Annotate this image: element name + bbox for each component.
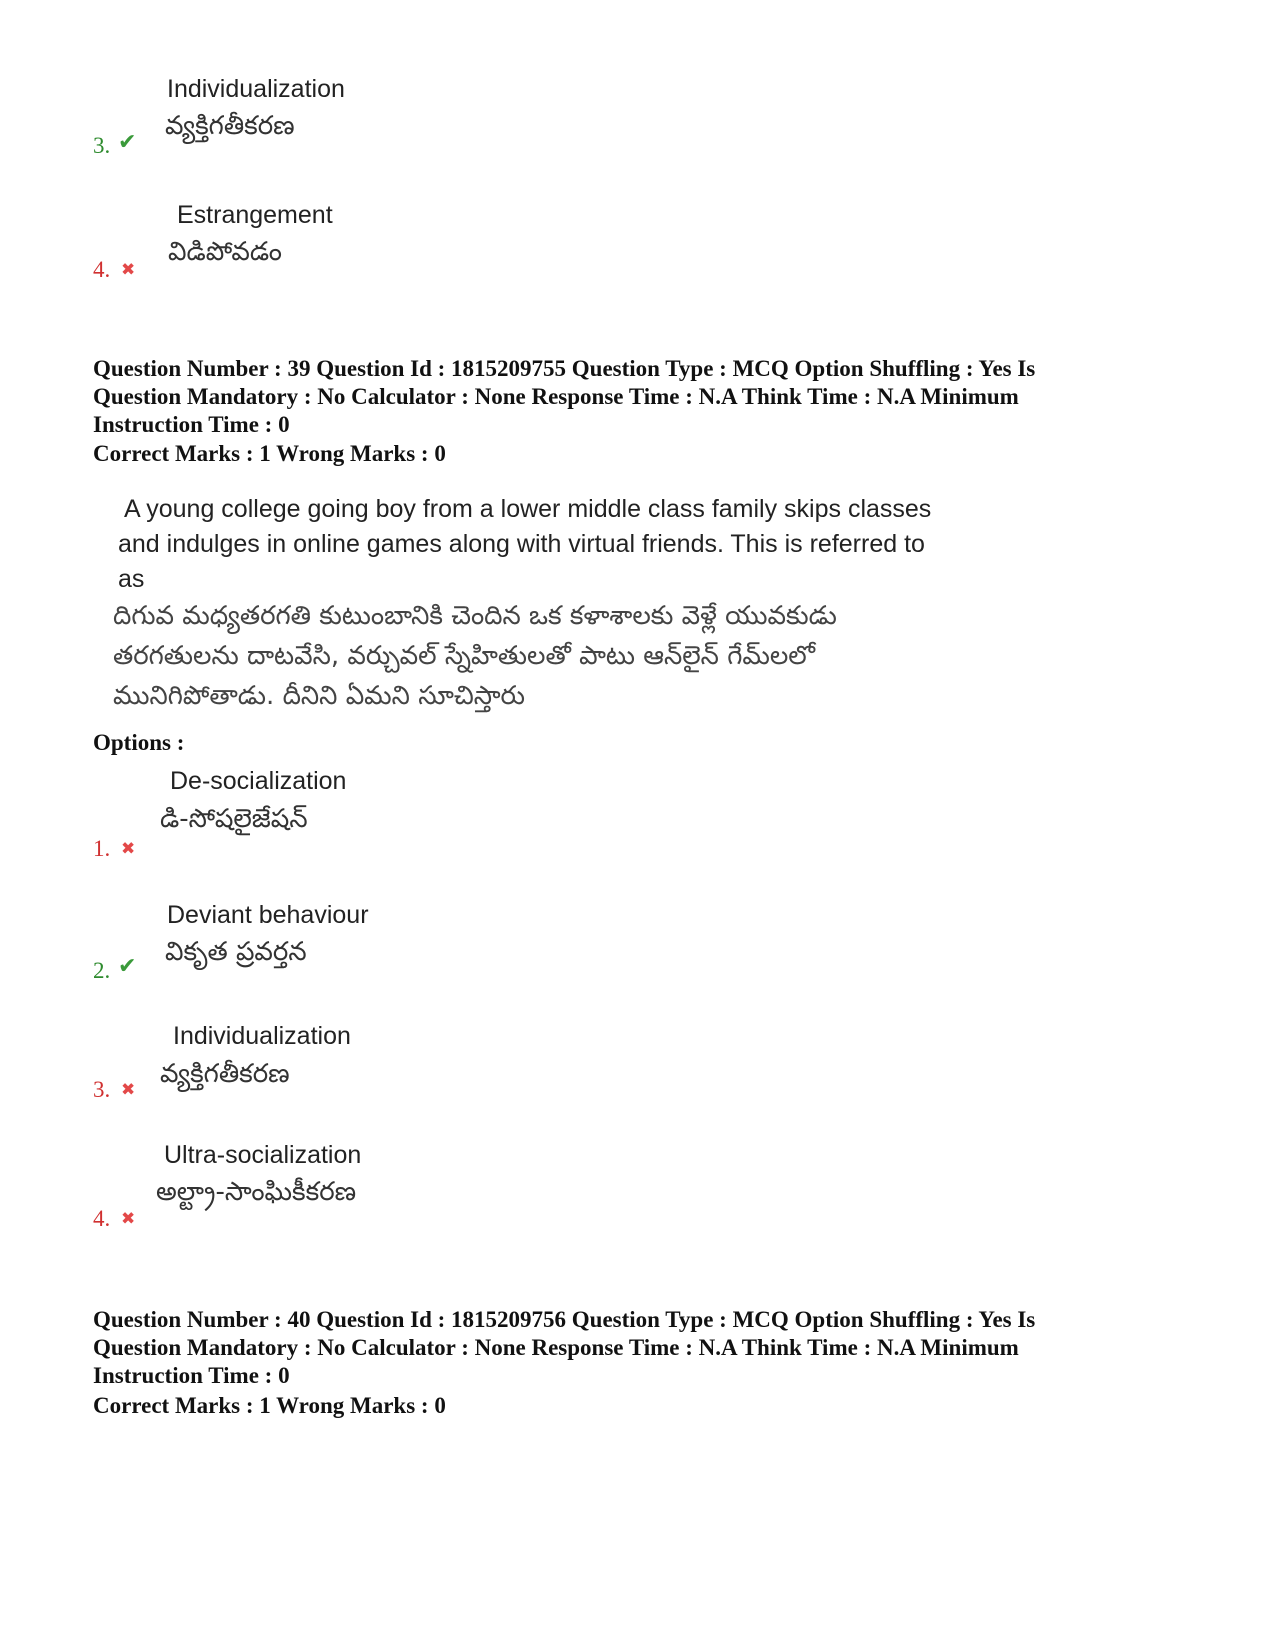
question-39-telugu-line-2: తరగతులను దాటవేసి, వర్చువల్ స్నేహితులతో పాటు ఆన్‌లైన్ గేమ్‌లలో xyxy=(113,641,816,671)
option-1-number: 1. xyxy=(93,836,111,861)
option-3-telugu: వ్యక్తిగతీకరణ xyxy=(160,1059,290,1089)
cross-icon: ✖ xyxy=(121,839,136,859)
cross-icon: ✖ xyxy=(121,1080,136,1100)
question-39-meta-line-1: Question Number : 39 Question Id : 1815209755 Question Type : MCQ Option Shuffling : Yes Is xyxy=(93,356,1036,381)
question-39-english-line-2: and indulges in online games along with virtual friends. This is referred to xyxy=(118,530,925,558)
option-1-english: De-socialization xyxy=(170,767,347,795)
question-39-meta-line-2: Question Mandatory : No Calculator : None Response Time : N.A Think Time : N.A Minimum xyxy=(93,384,1019,409)
option-3-number: 3. xyxy=(93,1077,111,1102)
prev-option-3-english: Individualization xyxy=(167,75,345,103)
option-2-telugu: వికృత ప్రవర్తన xyxy=(165,937,307,967)
prev-option-4-english: Estrangement xyxy=(177,201,333,229)
option-2-english: Deviant behaviour xyxy=(167,901,369,929)
cross-icon: ✖ xyxy=(121,260,136,280)
option-4-number: 4. xyxy=(93,1206,111,1231)
option-4-telugu: అల్ట్రా-సాంఘికీకరణ xyxy=(156,1177,357,1207)
cross-icon: ✖ xyxy=(121,1209,136,1229)
prev-option-3-telugu: వ్యక్తిగతీకరణ xyxy=(165,111,295,141)
question-39-marks: Correct Marks : 1 Wrong Marks : 0 xyxy=(93,441,446,466)
check-icon: ✔ xyxy=(118,954,137,979)
question-39-english-line-1: A young college going boy from a lower middle class family skips classes xyxy=(124,495,932,523)
prev-option-4-number: 4. xyxy=(93,257,111,282)
question-40-meta-line-3: Instruction Time : 0 xyxy=(93,1363,290,1388)
question-40-meta-line-1: Question Number : 40 Question Id : 1815209756 Question Type : MCQ Option Shuffling : Yes Is xyxy=(93,1307,1036,1332)
question-39-text-telugu xyxy=(113,596,837,716)
prev-option-3-number: 3. xyxy=(93,133,111,158)
check-icon: ✔ xyxy=(118,130,137,155)
question-39-meta-line-3: Instruction Time : 0 xyxy=(93,412,290,437)
question-40-marks: Correct Marks : 1 Wrong Marks : 0 xyxy=(93,1393,446,1418)
question-40-meta-line-2: Question Mandatory : No Calculator : None Response Time : N.A Think Time : N.A Minimum xyxy=(93,1335,1019,1360)
question-40-meta xyxy=(93,1306,1035,1390)
options-label: Options : xyxy=(93,730,185,755)
option-1-telugu: డి-సోషలైజేషన్ xyxy=(160,804,308,834)
question-39-english-line-3: as xyxy=(118,565,145,593)
prev-option-4-telugu: విడిపోవడం xyxy=(168,237,282,267)
question-39-telugu-line-1: దిగువ మధ్యతరగతి కుటుంబానికి చెందిన ఒక కళాశాలకు వెళ్లే యువకుడు xyxy=(113,601,837,631)
question-39-meta xyxy=(93,355,1035,439)
option-3-english: Individualization xyxy=(173,1022,351,1050)
question-39-telugu-line-3: మునిగిపోతాడు. దీనిని ఏమని సూచిస్తారు xyxy=(113,681,525,711)
option-2-number: 2. xyxy=(93,958,111,983)
option-4-english: Ultra-socialization xyxy=(164,1141,362,1169)
question-39-text xyxy=(118,492,931,597)
